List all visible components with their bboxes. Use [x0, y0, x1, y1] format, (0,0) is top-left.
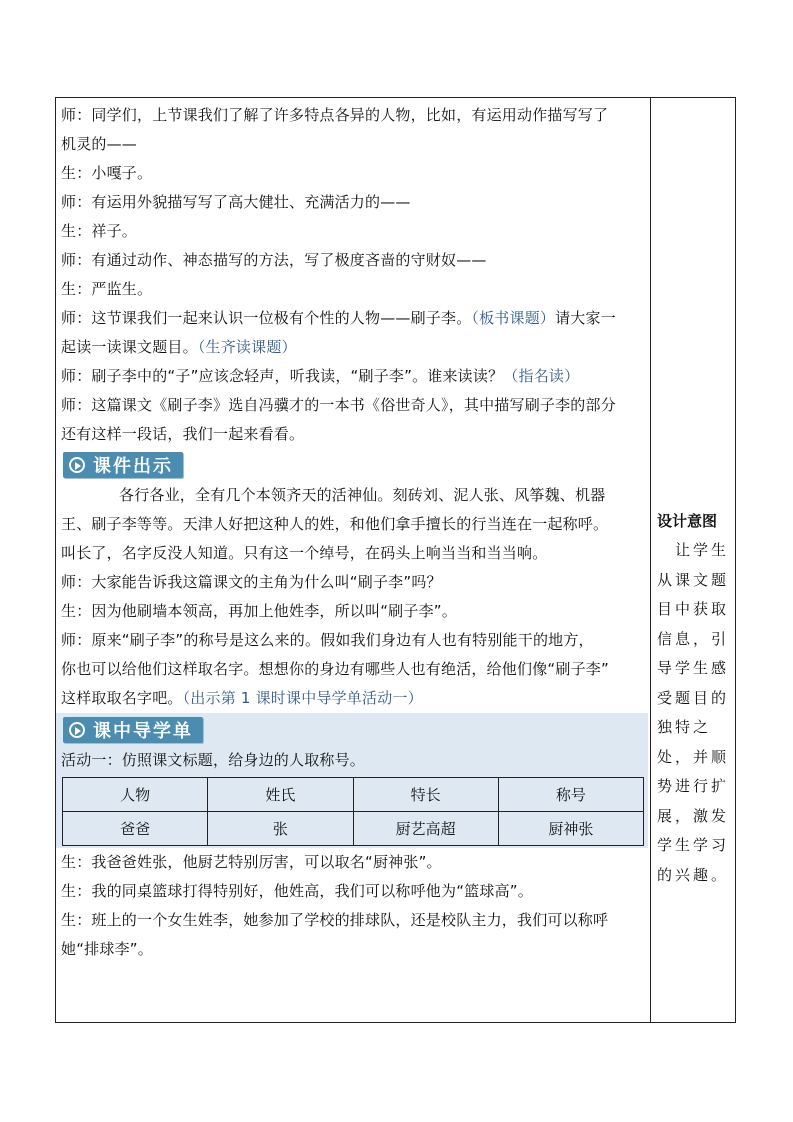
dialogue-line: 起读一读课文题目。（生齐读课题） — [61, 338, 297, 356]
courseware-badge: 课件出示 — [63, 452, 183, 478]
excerpt-line: 叫长了，名字反没人知道。只有这一个绰号，在码头上响当当和当当响。 — [61, 544, 548, 562]
guide-sheet-badge: 课中导学单 — [63, 717, 203, 743]
dialogue-line: 师：原来“刷子李”的称号是这么来的。假如我们身边有人也有特别能干的地方， — [61, 631, 594, 649]
header-cell: 特长 — [353, 778, 498, 812]
table-header-row — [63, 778, 644, 812]
play-icon — [69, 457, 85, 473]
dialogue-line: 生：因为他刷墙本领高，再加上他姓李，所以叫“刷子李”。 — [61, 602, 457, 620]
table-cell: 厨神张 — [498, 812, 643, 846]
dialogue-line: 师：大家能告诉我这篇课文的主角为什么叫“刷子李”吗？ — [61, 573, 442, 591]
dialogue-line: 生：班上的一个女生姓李，她参加了学校的排球队，还是校队主力，我们可以称呼 — [61, 911, 609, 929]
dialogue-line: 生：严监生。 — [61, 280, 153, 298]
dialogue-line: 你也可以给他们这样取名字。想想你的身边有哪些人也有绝活，给他们像“刷子李” — [61, 660, 609, 678]
dialogue-line: 师：同学们，上节课我们了解了许多特点各异的人物，比如，有运用动作描写写了 — [61, 106, 609, 124]
activity-table — [62, 777, 644, 846]
dialogue-line: 她“排球李”。 — [61, 940, 153, 958]
dialogue-line: 师：有通过动作、神态描写的方法，写了极度吝啬的守财奴—— — [61, 251, 487, 269]
guide-sheet-panel — [56, 713, 648, 848]
stage-note: （指名读） — [503, 367, 580, 385]
dialogue-line: 这样取取名字吧。（出示第 1 课时课中导学单活动一） — [61, 689, 423, 707]
stage-note: （出示第 1 课时课中导学单活动一） — [182, 689, 423, 707]
header-cell: 姓氏 — [208, 778, 353, 812]
dialogue-line: 师：这节课我们一起来认识一位极有个性的人物——刷子李。（板书课题）请大家一 — [61, 309, 616, 327]
teaching-process-cell — [56, 98, 651, 1022]
dialogue-line: 机灵的—— — [61, 135, 138, 153]
stage-note: （生齐读课题） — [197, 338, 297, 356]
table-cell: 爸爸 — [63, 812, 208, 846]
design-intent-text: 让学生从课文题目中获取信息，引导学生感受题目的独特之处，并顺势进行扩展，激发学生学习的兴趣。 — [657, 541, 730, 884]
stage-note: （板书课题） — [471, 309, 556, 327]
dialogue-line: 生：我的同桌篮球打得特别好，他姓高，我们可以称呼他为“篮球高”。 — [61, 882, 533, 900]
excerpt-line: 王、刷子李等等。天津人好把这种人的姓，和他们拿手擅长的行当连在一起称呼。 — [61, 515, 609, 533]
table-row — [63, 812, 644, 846]
table-cell: 厨艺高超 — [353, 812, 498, 846]
header-cell: 称号 — [498, 778, 643, 812]
play-icon — [69, 722, 85, 738]
design-intent-cell — [651, 98, 735, 1022]
dialogue-line: 师：刷子李中的“子”应该念轻声，听我读，“刷子李”。谁来读读？（指名读） — [61, 367, 580, 385]
dialogue-line: 师：有运用外貌描写写了高大健壮、充满活力的—— — [61, 193, 411, 211]
dialogue-line: 生：小嘎子。 — [61, 164, 153, 182]
excerpt-line: 各行各业，全有几个本领齐天的活神仙。刻砖刘、泥人张、风筝魏、机器 — [119, 486, 606, 504]
dialogue-line: 生：祥子。 — [61, 222, 138, 240]
dialogue-line: 生：我爸爸姓张，他厨艺特别厉害，可以取名“厨神张”。 — [61, 853, 442, 871]
dialogue-line: 师：这篇课文《刷子李》选自冯骥才的一本书《俗世奇人》，其中描写刷子李的部分 — [61, 396, 616, 414]
table-cell: 张 — [208, 812, 353, 846]
dialogue-line: 还有这样一段话，我们一起来看看。 — [61, 425, 305, 443]
design-intent-title: 设计意图 — [657, 512, 718, 530]
lesson-table — [55, 97, 736, 1023]
activity-title: 活动一：仿照课文标题，给身边的人取称号。 — [61, 751, 366, 769]
header-cell: 人物 — [63, 778, 208, 812]
